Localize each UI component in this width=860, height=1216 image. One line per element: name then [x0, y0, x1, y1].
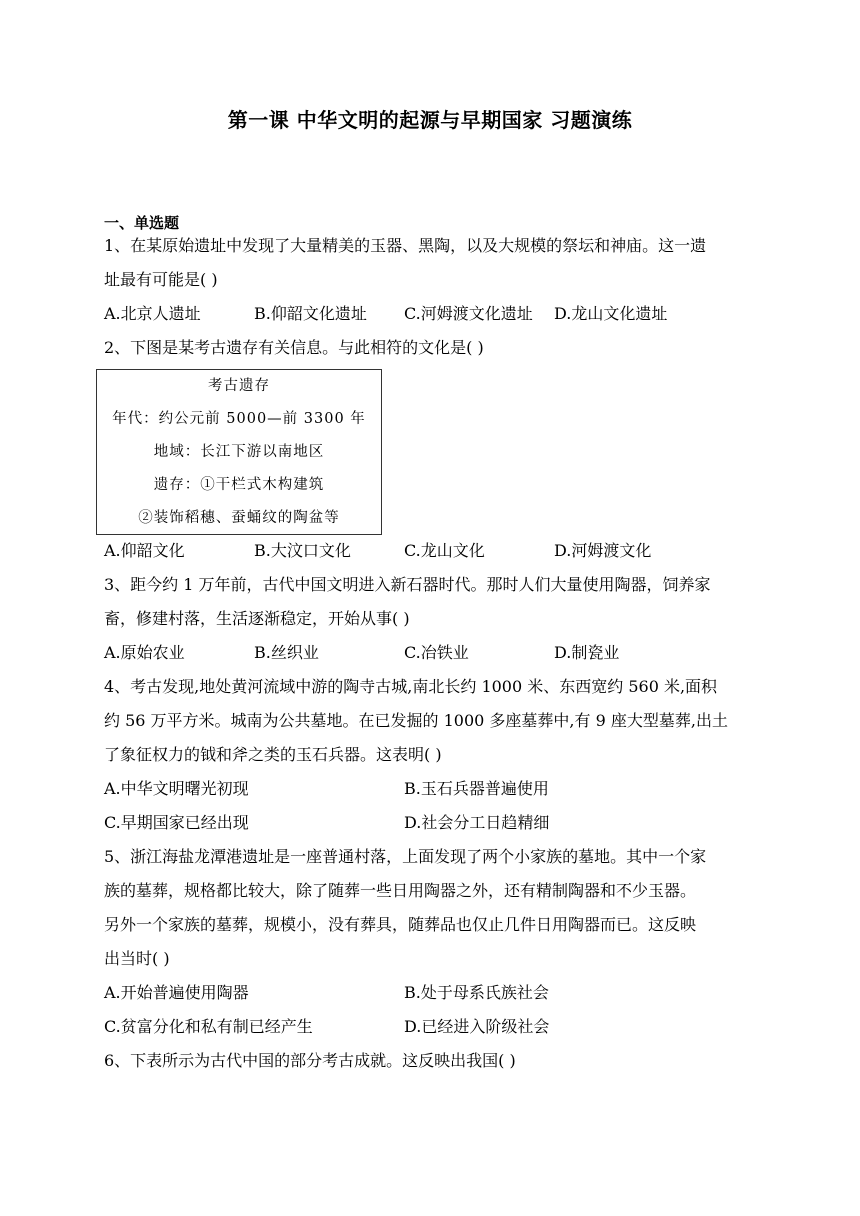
question-1-option-a: A.北京人遗址 — [104, 304, 201, 323]
question-2-line-1: 2、下图是某考古遗存有关信息。与此相符的文化是( ) — [104, 338, 484, 357]
question-4-line-2: 约 56 万平方米。城南为公共墓地。在已发掘的 1000 多座墓葬中,有 9 座大型墓葬,出土 — [104, 711, 728, 730]
question-5-line-3: 另外一个家族的墓葬，规模小，没有葬具，随葬品也仅止几件日用陶器而已。这反映 — [104, 915, 697, 934]
question-2-option-c: C.龙山文化 — [404, 541, 485, 560]
question-3-option-b: B.丝织业 — [254, 643, 319, 662]
page-title: 第一课 中华文明的起源与早期国家 习题演练 — [227, 108, 633, 132]
question-5-option-c: C.贫富分化和私有制已经产生 — [104, 1017, 313, 1036]
info-box-remains-2: ②装饰稻穗、蚕蛹纹的陶盆等 — [138, 510, 340, 526]
question-5-option-b: B.处于母系氏族社会 — [404, 983, 549, 1002]
info-box-region: 地域：长江下游以南地区 — [153, 444, 325, 460]
info-box-title: 考古遗存 — [208, 378, 270, 394]
question-5-option-d: D.已经进入阶级社会 — [404, 1017, 550, 1036]
question-5-option-a: A.开始普遍使用陶器 — [104, 983, 249, 1002]
info-box-era: 年代：约公元前 5000—前 3300 年 — [112, 411, 366, 427]
archaeology-info-box — [96, 369, 382, 535]
question-5-line-2: 族的墓葬，规格都比较大，除了随葬一些日用陶器之外，还有精制陶器和不少玉器。 — [104, 881, 697, 900]
question-3-option-d: D.制瓷业 — [554, 643, 620, 662]
question-3-line-1: 3、距今约 1 万年前，古代中国文明进入新石器时代。那时人们大量使用陶器，饲养家 — [104, 575, 711, 594]
question-4-option-d: D.社会分工日趋精细 — [404, 813, 550, 832]
question-4-line-3: 了象征权力的钺和斧之类的玉石兵器。这表明( ) — [104, 745, 442, 764]
question-3-option-c: C.冶铁业 — [404, 643, 469, 662]
question-1-option-d: D.龙山文化遗址 — [554, 304, 668, 323]
question-4-option-a: A.中华文明曙光初现 — [104, 779, 249, 798]
question-3-option-a: A.原始农业 — [104, 643, 185, 662]
question-2-option-a: A.仰韶文化 — [104, 541, 185, 560]
question-1-option-c: C.河姆渡文化遗址 — [404, 304, 533, 323]
question-2-option-b: B.大汶口文化 — [254, 541, 351, 560]
question-5-line-4: 出当时( ) — [104, 949, 170, 968]
info-box-remains-1: 遗存：①干栏式木构建筑 — [153, 477, 325, 493]
question-2-option-d: D.河姆渡文化 — [554, 541, 652, 560]
question-1-line-2: 址最有可能是( ) — [104, 270, 218, 289]
question-4-option-b: B.玉石兵器普遍使用 — [404, 779, 549, 798]
section-heading: 一、单选题 — [104, 214, 180, 232]
question-6-line-1: 6、下表所示为古代中国的部分考古成就。这反映出我国( ) — [104, 1051, 516, 1070]
question-1-line-1: 1、在某原始遗址中发现了大量精美的玉器、黑陶，以及大规模的祭坛和神庙。这一遗 — [104, 236, 707, 255]
question-5-line-1: 5、浙江海盐龙潭港遗址是一座普通村落，上面发现了两个小家族的墓地。其中一个家 — [104, 847, 707, 866]
question-3-line-2: 畜，修建村落，生活逐渐稳定，开始从事( ) — [104, 609, 410, 628]
question-1-option-b: B.仰韶文化遗址 — [254, 304, 367, 323]
question-4-line-1: 4、考古发现,地处黄河流域中游的陶寺古城,南北长约 1000 米、东西宽约 560 米,面积 — [104, 677, 718, 696]
question-4-option-c: C.早期国家已经出现 — [104, 813, 249, 832]
